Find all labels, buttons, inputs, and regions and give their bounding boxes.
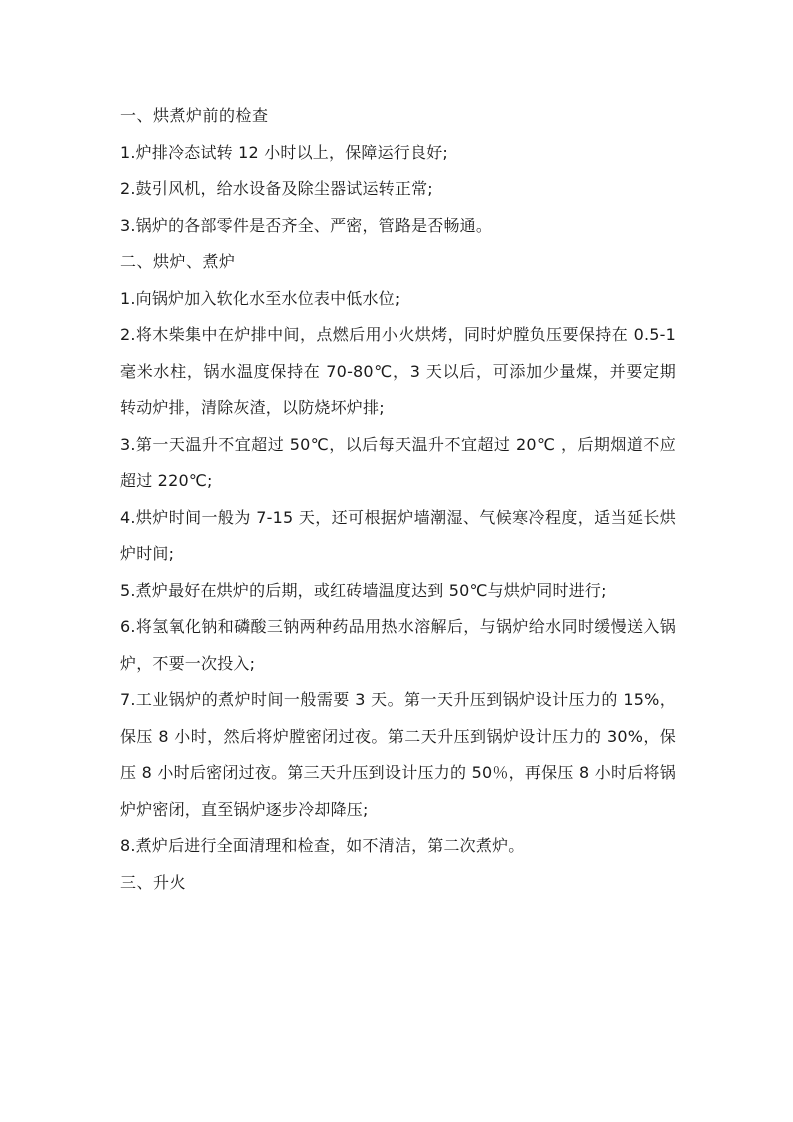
section-heading: 二、烘炉、煮炉 <box>120 252 236 271</box>
list-item: 1.向锅炉加入软化水至水位表中低水位; <box>120 288 401 308</box>
list-item: 2.鼓引风机，给水设备及除尘器试运转正常; <box>120 179 433 198</box>
document-body <box>120 98 676 901</box>
section-heading: 三、升火 <box>120 872 187 892</box>
list-item: 8.煮炉后进行全面清理和检查，如不清洁，第二次煮炉。 <box>120 836 525 855</box>
list-item: 2.将木柴集中在炉排中间，点燃后用小火烘烤，同时炉膛负压要保持在 0.5-1 毫米水柱，锅水温度保持在 70-80℃，3 天以后，可添加少量煤，并要定期转动炉排，清除灰渣，以防烧坏炉排; <box>120 325 676 417</box>
list-item: 3.锅炉的各部零件是否齐全、严密，管路是否畅通。 <box>120 215 493 235</box>
list-item: 4.烘炉时间一般为 7-15 天，还可根据炉墙潮湿、气候寒冷程度，适当延长烘炉时间; <box>120 507 676 563</box>
list-item: 1.炉排冷态试转 12 小时以上，保障运行良好; <box>120 142 448 162</box>
list-item: 7.工业锅炉的煮炉时间一般需要 3 天。第一天升压到锅炉设计压力的 15%，保压 8 小时，然后将炉膛密闭过夜。第二天升压到锅炉设计压力的 30%，保压 8 小时后密闭过夜。第三天升压到设计压力的 50％，再保压 8 小时后将锅炉炉密闭，直至锅炉逐步冷却降压; <box>120 690 676 819</box>
list-item: 6.将氢氧化钠和磷酸三钠两种药品用热水溶解后，与锅炉给水同时缓慢送入锅炉，不要一次投入; <box>120 617 676 673</box>
list-item: 5.煮炉最好在烘炉的后期，或红砖墙温度达到 50℃与烘炉同时进行; <box>120 580 607 600</box>
section-heading: 一、烘煮炉前的检查 <box>120 106 269 125</box>
list-item: 3.第一天温升不宜超过 50℃，以后每天温升不宜超过 20℃ ，后期烟道不应超过 220℃; <box>120 434 676 490</box>
